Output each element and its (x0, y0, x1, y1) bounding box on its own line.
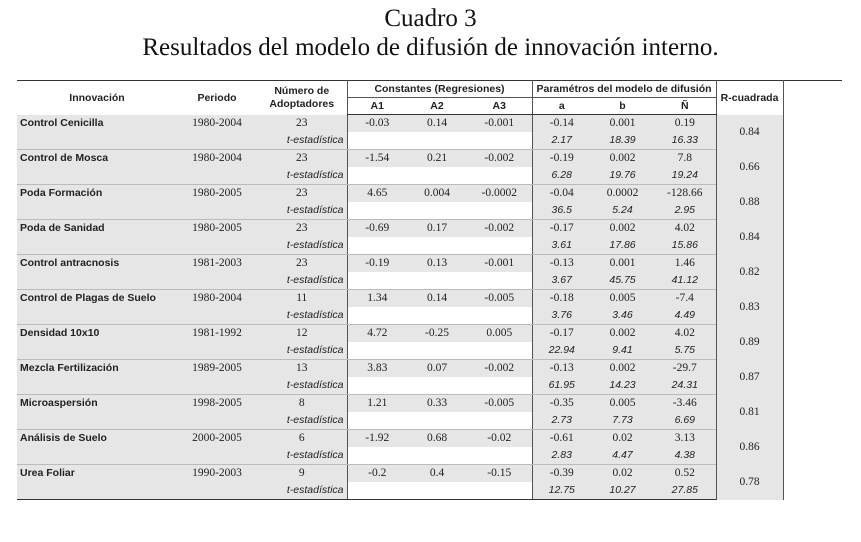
table-row (17, 395, 842, 413)
empty-cell (17, 447, 177, 465)
t-stat-label: t-estadística (257, 377, 347, 395)
const-a3: -0.15 (467, 465, 532, 483)
header-a: a (532, 98, 591, 115)
const-a1: 3.83 (347, 360, 407, 378)
param-n: 3.13 (654, 430, 716, 448)
empty-cell (347, 202, 407, 220)
tstat-b: 18.39 (591, 132, 654, 150)
empty-cell (407, 482, 467, 500)
tstat-n: 15.86 (654, 237, 716, 255)
const-a3: -0.02 (467, 430, 532, 448)
period: 1980-2005 (177, 185, 257, 203)
tstat-b: 19.76 (591, 167, 654, 185)
const-a3: -0.005 (467, 395, 532, 413)
param-a: -0.17 (532, 325, 591, 343)
empty-cell (467, 202, 532, 220)
param-b: 0.005 (591, 395, 654, 413)
tstat-a: 6.28 (532, 167, 591, 185)
empty-cell (407, 307, 467, 325)
table-row (17, 115, 842, 133)
empty-cell (177, 412, 257, 430)
empty-cell (17, 237, 177, 255)
period: 1981-2003 (177, 255, 257, 273)
table-row (17, 290, 842, 308)
tstat-a: 3.67 (532, 272, 591, 290)
const-a3: -0.001 (467, 255, 532, 273)
header-constantes: Constantes (Regresiones) (347, 81, 532, 98)
adopters-count: 23 (257, 255, 347, 273)
const-a1: 4.72 (347, 325, 407, 343)
tstat-b: 3.46 (591, 307, 654, 325)
const-a2: 0.14 (407, 115, 467, 133)
tstat-b: 17.86 (591, 237, 654, 255)
header-r-cuadrada: R-cuadrada (716, 81, 783, 115)
empty-cell (467, 167, 532, 185)
tstat-b: 4.47 (591, 447, 654, 465)
empty-cell (407, 412, 467, 430)
param-a: -0.14 (532, 115, 591, 133)
const-a2: 0.21 (407, 150, 467, 168)
empty-cell (407, 447, 467, 465)
empty-cell (177, 307, 257, 325)
adopters-count: 23 (257, 220, 347, 238)
adopters-count: 12 (257, 325, 347, 343)
const-a2: 0.4 (407, 465, 467, 483)
const-a1: -1.92 (347, 430, 407, 448)
param-n: -3.46 (654, 395, 716, 413)
const-a1: 1.34 (347, 290, 407, 308)
caption-label: Cuadro 3 (384, 5, 477, 32)
empty-cell (467, 132, 532, 150)
table-row (17, 150, 842, 168)
param-n: 7.8 (654, 150, 716, 168)
caption-title: Resultados del modelo de difusión de innovación interno. (142, 34, 719, 61)
empty-cell (467, 447, 532, 465)
header-parametros: Paramétros del modelo de difusión (532, 81, 716, 98)
empty-cell (407, 272, 467, 290)
table-row (17, 465, 842, 483)
empty-cell (177, 482, 257, 500)
t-stat-label: t-estadística (257, 342, 347, 360)
empty-cell (347, 447, 407, 465)
empty-cell (347, 482, 407, 500)
adopters-count: 13 (257, 360, 347, 378)
adopters-count: 11 (257, 290, 347, 308)
param-b: 0.001 (591, 255, 654, 273)
adopters-count: 23 (257, 150, 347, 168)
tstat-n: 27.85 (654, 482, 716, 500)
header-numero (257, 81, 347, 115)
empty-cell (17, 307, 177, 325)
empty-cell (467, 482, 532, 500)
empty-cell (347, 412, 407, 430)
empty-cell (177, 237, 257, 255)
empty-cell (17, 132, 177, 150)
const-a2: 0.004 (407, 185, 467, 203)
adopters-count: 23 (257, 115, 347, 133)
empty-cell (467, 272, 532, 290)
empty-cell (177, 167, 257, 185)
tstat-b: 5.24 (591, 202, 654, 220)
empty-cell (467, 377, 532, 395)
empty-cell (17, 167, 177, 185)
period: 1980-2004 (177, 290, 257, 308)
empty-cell (177, 132, 257, 150)
t-stat-label: t-estadística (257, 482, 347, 500)
r-squared: 0.81 (716, 395, 783, 430)
empty-cell (177, 342, 257, 360)
param-b: 0.005 (591, 290, 654, 308)
param-a: -0.19 (532, 150, 591, 168)
empty-cell (407, 167, 467, 185)
tstat-n: 4.38 (654, 447, 716, 465)
param-n: -128.66 (654, 185, 716, 203)
innovation-name: Densidad 10x10 (17, 325, 177, 343)
const-a1: -0.2 (347, 465, 407, 483)
empty-cell (177, 447, 257, 465)
t-stat-label: t-estadística (257, 237, 347, 255)
adopters-count: 8 (257, 395, 347, 413)
empty-cell (407, 342, 467, 360)
tstat-n: 6.69 (654, 412, 716, 430)
header-a2: A2 (407, 98, 467, 115)
tstat-a: 12.75 (532, 482, 591, 500)
param-n: 4.02 (654, 220, 716, 238)
empty-cell (347, 377, 407, 395)
r-squared: 0.87 (716, 360, 783, 395)
header-innovacion: Innovación (17, 81, 177, 115)
header-numero-line1: Número de (274, 84, 330, 97)
adopters-count: 23 (257, 185, 347, 203)
empty-cell (347, 132, 407, 150)
empty-cell (407, 377, 467, 395)
param-n: 0.19 (654, 115, 716, 133)
empty-cell (177, 377, 257, 395)
const-a2: 0.33 (407, 395, 467, 413)
param-n: -7.4 (654, 290, 716, 308)
tstat-b: 14.23 (591, 377, 654, 395)
empty-cell (347, 307, 407, 325)
period: 1980-2005 (177, 220, 257, 238)
param-a: -0.39 (532, 465, 591, 483)
adopters-count: 9 (257, 465, 347, 483)
const-a3: -0.0002 (467, 185, 532, 203)
header-numero-line2: Adoptadores (269, 97, 335, 110)
tstat-n: 4.49 (654, 307, 716, 325)
innovation-name: Control de Mosca (17, 150, 177, 168)
empty-cell (17, 272, 177, 290)
tstat-a: 2.17 (532, 132, 591, 150)
innovation-name: Control de Plagas de Suelo (17, 290, 177, 308)
const-a2: 0.17 (407, 220, 467, 238)
const-a3: -0.002 (467, 150, 532, 168)
param-n: 1.46 (654, 255, 716, 273)
param-n: 4.02 (654, 325, 716, 343)
r-squared: 0.89 (716, 325, 783, 360)
r-squared: 0.82 (716, 255, 783, 290)
tstat-a: 3.61 (532, 237, 591, 255)
results-table-container (17, 80, 842, 500)
results-table (17, 80, 842, 500)
innovation-name: Control Cenicilla (17, 115, 177, 133)
innovation-name: Urea Foliar (17, 465, 177, 483)
param-a: -0.17 (532, 220, 591, 238)
t-stat-label: t-estadística (257, 272, 347, 290)
param-a: -0.13 (532, 255, 591, 273)
tstat-a: 22.94 (532, 342, 591, 360)
empty-cell (407, 202, 467, 220)
param-n: 0.52 (654, 465, 716, 483)
tstat-b: 45.75 (591, 272, 654, 290)
empty-cell (407, 237, 467, 255)
const-a2: 0.68 (407, 430, 467, 448)
period: 1980-2004 (177, 150, 257, 168)
period: 1990-2003 (177, 465, 257, 483)
innovation-name: Análisis de Suelo (17, 430, 177, 448)
param-b: 0.002 (591, 325, 654, 343)
tstat-b: 10.27 (591, 482, 654, 500)
empty-cell (347, 342, 407, 360)
tstat-a: 36.5 (532, 202, 591, 220)
tstat-n: 5.75 (654, 342, 716, 360)
const-a2: 0.13 (407, 255, 467, 273)
param-a: -0.61 (532, 430, 591, 448)
const-a1: -0.03 (347, 115, 407, 133)
empty-cell (17, 482, 177, 500)
r-squared: 0.83 (716, 290, 783, 325)
const-a3: 0.005 (467, 325, 532, 343)
table-row (17, 185, 842, 203)
t-stat-label: t-estadística (257, 447, 347, 465)
innovation-name: Control antracnosis (17, 255, 177, 273)
empty-cell (17, 202, 177, 220)
period: 2000-2005 (177, 430, 257, 448)
const-a3: -0.005 (467, 290, 532, 308)
empty-cell (347, 272, 407, 290)
table-row (17, 220, 842, 238)
innovation-name: Poda de Sanidad (17, 220, 177, 238)
empty-cell (467, 307, 532, 325)
const-a1: -0.69 (347, 220, 407, 238)
empty-cell (177, 272, 257, 290)
table-row (17, 325, 842, 343)
period: 1980-2004 (177, 115, 257, 133)
tstat-n: 19.24 (654, 167, 716, 185)
empty-cell (347, 167, 407, 185)
empty-cell (177, 202, 257, 220)
param-a: -0.13 (532, 360, 591, 378)
const-a1: 4.65 (347, 185, 407, 203)
empty-cell (347, 237, 407, 255)
header-b: b (591, 98, 654, 115)
param-b: 0.001 (591, 115, 654, 133)
param-b: 0.002 (591, 150, 654, 168)
t-stat-label: t-estadística (257, 132, 347, 150)
param-b: 0.002 (591, 360, 654, 378)
period: 1989-2005 (177, 360, 257, 378)
adopters-count: 6 (257, 430, 347, 448)
empty-cell (467, 342, 532, 360)
innovation-name: Poda Formación (17, 185, 177, 203)
empty-cell (467, 237, 532, 255)
r-squared: 0.66 (716, 150, 783, 185)
t-stat-label: t-estadística (257, 167, 347, 185)
innovation-name: Microaspersión (17, 395, 177, 413)
param-a: -0.35 (532, 395, 591, 413)
tstat-b: 9.41 (591, 342, 654, 360)
table-row (17, 360, 842, 378)
empty-cell (407, 132, 467, 150)
tstat-a: 61.95 (532, 377, 591, 395)
empty-cell (17, 377, 177, 395)
const-a3: -0.002 (467, 220, 532, 238)
period: 1981-1992 (177, 325, 257, 343)
tstat-a: 2.83 (532, 447, 591, 465)
tstat-n: 16.33 (654, 132, 716, 150)
t-stat-label: t-estadística (257, 202, 347, 220)
header-a1: A1 (347, 98, 407, 115)
header-n: Ñ (654, 98, 716, 115)
tstat-b: 7.73 (591, 412, 654, 430)
empty-cell (467, 412, 532, 430)
tstat-a: 2.73 (532, 412, 591, 430)
tstat-a: 3.76 (532, 307, 591, 325)
empty-cell (17, 342, 177, 360)
r-squared: 0.84 (716, 220, 783, 255)
const-a1: 1.21 (347, 395, 407, 413)
param-b: 0.002 (591, 220, 654, 238)
param-a: -0.18 (532, 290, 591, 308)
param-b: 0.02 (591, 430, 654, 448)
t-stat-label: t-estadística (257, 307, 347, 325)
const-a1: -0.19 (347, 255, 407, 273)
r-squared: 0.88 (716, 185, 783, 220)
table-row (17, 430, 842, 448)
tstat-n: 2.95 (654, 202, 716, 220)
header-periodo: Periodo (177, 81, 257, 115)
const-a2: 0.14 (407, 290, 467, 308)
t-stat-label: t-estadística (257, 412, 347, 430)
const-a3: -0.001 (467, 115, 532, 133)
param-n: -29.7 (654, 360, 716, 378)
tstat-n: 41.12 (654, 272, 716, 290)
period: 1998-2005 (177, 395, 257, 413)
r-squared: 0.78 (716, 465, 783, 500)
const-a2: -0.25 (407, 325, 467, 343)
r-squared: 0.86 (716, 430, 783, 465)
param-b: 0.02 (591, 465, 654, 483)
table-body (17, 115, 842, 500)
tstat-n: 24.31 (654, 377, 716, 395)
table-row (17, 255, 842, 273)
param-a: -0.04 (532, 185, 591, 203)
innovation-name: Mezcla Fertilización (17, 360, 177, 378)
r-squared: 0.84 (716, 115, 783, 150)
param-b: 0.0002 (591, 185, 654, 203)
header-a3: A3 (467, 98, 532, 115)
const-a3: -0.002 (467, 360, 532, 378)
const-a1: -1.54 (347, 150, 407, 168)
const-a2: 0.07 (407, 360, 467, 378)
empty-cell (17, 412, 177, 430)
